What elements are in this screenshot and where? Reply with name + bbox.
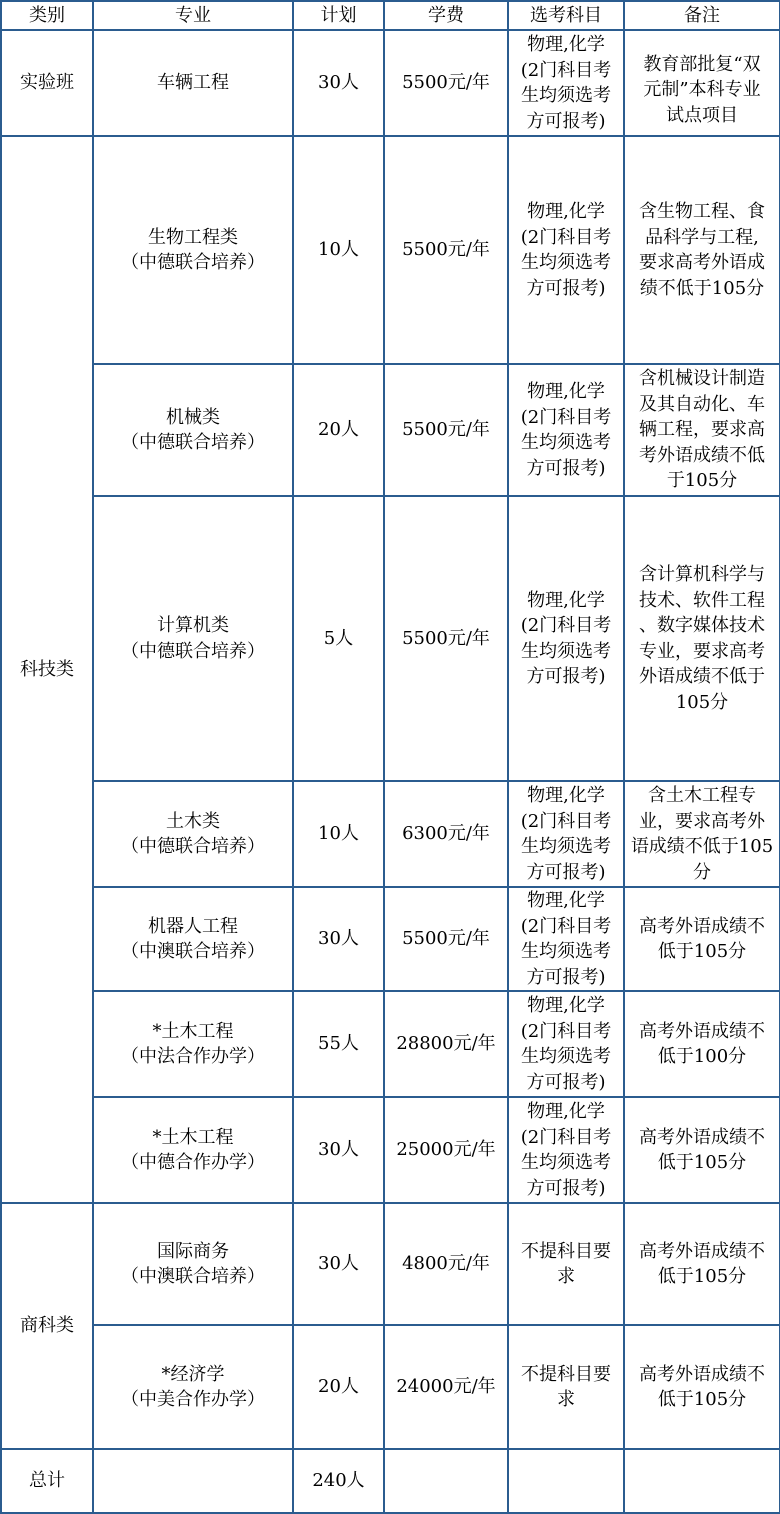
tuition-cell: 5500元/年 <box>384 496 508 781</box>
subjects-line: 不提科目要 <box>521 1363 611 1385</box>
notes-line: 低于105分 <box>657 941 747 962</box>
notes-line: 分 <box>693 861 711 883</box>
subjects-line: 生均须选考 <box>521 1046 611 1067</box>
notes-line: 高考外语成绩不 <box>639 1020 765 1042</box>
notes-cell <box>624 496 780 781</box>
notes-line: 105分 <box>675 691 729 713</box>
subjects-cell <box>508 887 624 991</box>
table-row <box>1 1203 780 1325</box>
tuition-cell: 5500元/年 <box>384 136 508 364</box>
plan-cell: 10人 <box>293 136 384 364</box>
total-label: 总计 <box>1 1449 93 1513</box>
header-row <box>1 1 780 30</box>
notes-line: 含计算机科学与 <box>639 564 765 585</box>
major-program: （中美合作办学） <box>121 1389 265 1410</box>
subjects-line: (2门科目考 <box>520 226 612 248</box>
table-row <box>1 887 780 991</box>
notes-line: 低于100分 <box>657 1046 747 1067</box>
subjects-line: (2门科目考 <box>520 1126 612 1148</box>
notes-line: 外语成绩不低于 <box>639 666 765 687</box>
subjects-line: 生均须选考 <box>521 1152 611 1173</box>
tuition-cell: 6300元/年 <box>384 781 508 887</box>
notes-line: 高考外语成绩不 <box>639 1240 765 1262</box>
major-cell <box>93 136 293 364</box>
subjects-cell <box>508 781 624 887</box>
major-cell <box>93 781 293 887</box>
notes-line: 高考外语成绩不 <box>639 915 765 937</box>
major-name: *土木工程 <box>152 1020 234 1042</box>
subjects-line: 方可报考) <box>526 1071 606 1093</box>
major-name: 国际商务 <box>157 1240 229 1262</box>
notes-line: 业，要求高考外 <box>639 810 765 832</box>
subjects-cell <box>508 364 624 496</box>
major-cell <box>93 1097 293 1203</box>
notes-line: 低于105分 <box>657 1389 747 1410</box>
category-cell: 实验班 <box>1 30 93 136</box>
total-empty-cell <box>624 1449 780 1513</box>
table-row <box>1 364 780 496</box>
subjects-line: (2门科目考 <box>520 1020 612 1042</box>
category-cell: 商科类 <box>1 1203 93 1449</box>
notes-line: 考外语成绩不低 <box>639 444 765 466</box>
notes-cell <box>624 781 780 887</box>
subjects-line: (2门科目考 <box>520 59 612 81</box>
major-name: 土木类 <box>166 810 220 832</box>
total-empty-cell <box>93 1449 293 1513</box>
notes-cell <box>624 1203 780 1325</box>
total-row <box>1 1449 780 1513</box>
header-major: 专业 <box>93 1 293 30</box>
total-empty-cell <box>508 1449 624 1513</box>
notes-line: 元制”本科专业 <box>643 79 761 101</box>
major-name: *土木工程 <box>152 1126 234 1148</box>
major-cell <box>93 30 293 136</box>
notes-line: 含生物工程、食 <box>639 201 765 222</box>
major-program: （中法合作办学） <box>121 1046 265 1067</box>
notes-line: 品科学与工程, <box>645 226 759 248</box>
subjects-line: 物理,化学 <box>527 589 605 611</box>
subjects-line: (2门科目考 <box>520 915 612 937</box>
header-category: 类别 <box>1 1 93 30</box>
major-program: （中德联合培养） <box>121 640 265 662</box>
notes-line: 要求高考外语成 <box>639 252 765 273</box>
notes-line: 试点项目 <box>666 104 738 126</box>
plan-cell: 30人 <box>293 30 384 136</box>
tuition-cell: 28800元/年 <box>384 991 508 1097</box>
notes-line: 含土木工程专 <box>648 785 756 806</box>
notes-line: 高考外语成绩不 <box>639 1126 765 1148</box>
subjects-line: 物理,化学 <box>527 995 605 1016</box>
major-name: 生物工程类 <box>148 226 238 248</box>
total-empty-cell <box>384 1449 508 1513</box>
notes-line: 绩不低于105分 <box>639 277 765 299</box>
plan-cell: 30人 <box>293 887 384 991</box>
major-name: 计算机类 <box>157 615 229 636</box>
subjects-line: 物理,化学 <box>527 201 605 222</box>
subjects-line: 生均须选考 <box>521 640 611 662</box>
subjects-line: 物理,化学 <box>527 785 605 806</box>
subjects-line: 生均须选考 <box>521 85 611 106</box>
notes-cell <box>624 30 780 136</box>
table-row <box>1 1097 780 1203</box>
major-name: 车辆工程 <box>157 72 229 94</box>
notes-line: 高考外语成绩不 <box>639 1363 765 1385</box>
major-name: 机械类 <box>166 406 220 428</box>
major-program: （中德合作办学） <box>121 1152 265 1173</box>
major-cell <box>93 364 293 496</box>
notes-line: 含机械设计制造 <box>639 368 765 390</box>
notes-line: 低于105分 <box>657 1152 747 1173</box>
notes-cell <box>624 364 780 496</box>
tuition-cell: 5500元/年 <box>384 30 508 136</box>
subjects-line: (2门科目考 <box>520 810 612 832</box>
subjects-cell <box>508 1097 624 1203</box>
notes-line: 语成绩不低于105 <box>630 836 774 857</box>
major-program: （中德联合培养） <box>121 836 265 857</box>
subjects-line: 方可报考) <box>526 277 606 299</box>
subjects-line: 方可报考) <box>526 861 606 883</box>
notes-line: 于105分 <box>666 470 738 492</box>
notes-cell <box>624 887 780 991</box>
major-cell <box>93 496 293 781</box>
plan-cell: 30人 <box>293 1203 384 1325</box>
subjects-line: 生均须选考 <box>521 836 611 857</box>
subjects-line: 方可报考) <box>526 1177 606 1199</box>
table-row <box>1 30 780 136</box>
subjects-line: 求 <box>557 1389 575 1410</box>
major-program: （中澳联合培养） <box>121 1266 265 1287</box>
subjects-line: 物理,化学 <box>527 381 605 402</box>
notes-line: 专业，要求高考 <box>639 640 765 662</box>
subjects-line: 方可报考) <box>526 666 606 687</box>
major-cell <box>93 887 293 991</box>
subjects-cell <box>508 30 624 136</box>
table-row <box>1 991 780 1097</box>
subjects-line: 生均须选考 <box>521 432 611 453</box>
header-tuition: 学费 <box>384 1 508 30</box>
tuition-cell: 24000元/年 <box>384 1325 508 1449</box>
major-cell <box>93 991 293 1097</box>
notes-line: 及其自动化、车 <box>639 393 765 415</box>
subjects-line: 方可报考) <box>526 110 606 132</box>
notes-line: 辆工程，要求高 <box>639 419 765 441</box>
notes-line: 技术、软件工程 <box>639 589 765 611</box>
table-row <box>1 496 780 781</box>
subjects-line: (2门科目考 <box>520 615 612 636</box>
notes-cell <box>624 1325 780 1449</box>
plan-cell: 5人 <box>293 496 384 781</box>
major-program: （中德联合培养） <box>121 252 265 273</box>
subjects-line: 生均须选考 <box>521 252 611 273</box>
notes-cell <box>624 1097 780 1203</box>
notes-cell <box>624 136 780 364</box>
subjects-cell <box>508 1203 624 1325</box>
header-plan: 计划 <box>293 1 384 30</box>
notes-line: 教育部批复“双 <box>643 53 761 75</box>
plan-cell: 55人 <box>293 991 384 1097</box>
plan-cell: 30人 <box>293 1097 384 1203</box>
total-plan: 240人 <box>293 1449 384 1513</box>
subjects-line: 物理,化学 <box>527 34 605 55</box>
subjects-line: 物理,化学 <box>527 1101 605 1122</box>
table-row <box>1 781 780 887</box>
subjects-line: (2门科目考 <box>520 406 612 428</box>
tuition-cell: 4800元/年 <box>384 1203 508 1325</box>
plan-cell: 20人 <box>293 364 384 496</box>
major-program: （中德联合培养） <box>121 432 265 453</box>
notes-line: 低于105分 <box>657 1266 747 1287</box>
subjects-line: 物理,化学 <box>527 890 605 911</box>
tuition-cell: 25000元/年 <box>384 1097 508 1203</box>
notes-line: 、数字媒体技术 <box>639 615 765 636</box>
subjects-line: 求 <box>557 1266 575 1287</box>
major-cell <box>93 1325 293 1449</box>
subjects-line: 方可报考) <box>526 966 606 988</box>
notes-cell <box>624 991 780 1097</box>
plan-cell: 10人 <box>293 781 384 887</box>
subjects-line: 方可报考) <box>526 457 606 479</box>
header-notes: 备注 <box>624 1 780 30</box>
tuition-cell: 5500元/年 <box>384 887 508 991</box>
category-cell: 科技类 <box>1 136 93 1203</box>
header-subjects: 选考科目 <box>508 1 624 30</box>
subjects-line: 不提科目要 <box>521 1240 611 1262</box>
subjects-cell <box>508 136 624 364</box>
table-row <box>1 136 780 364</box>
subjects-cell <box>508 496 624 781</box>
major-name: *经济学 <box>161 1363 225 1385</box>
plan-cell: 20人 <box>293 1325 384 1449</box>
table-row <box>1 1325 780 1449</box>
subjects-cell <box>508 1325 624 1449</box>
subjects-line: 生均须选考 <box>521 941 611 962</box>
subjects-cell <box>508 991 624 1097</box>
major-program: （中澳联合培养） <box>121 941 265 962</box>
major-cell <box>93 1203 293 1325</box>
major-name: 机器人工程 <box>148 915 238 937</box>
tuition-cell: 5500元/年 <box>384 364 508 496</box>
